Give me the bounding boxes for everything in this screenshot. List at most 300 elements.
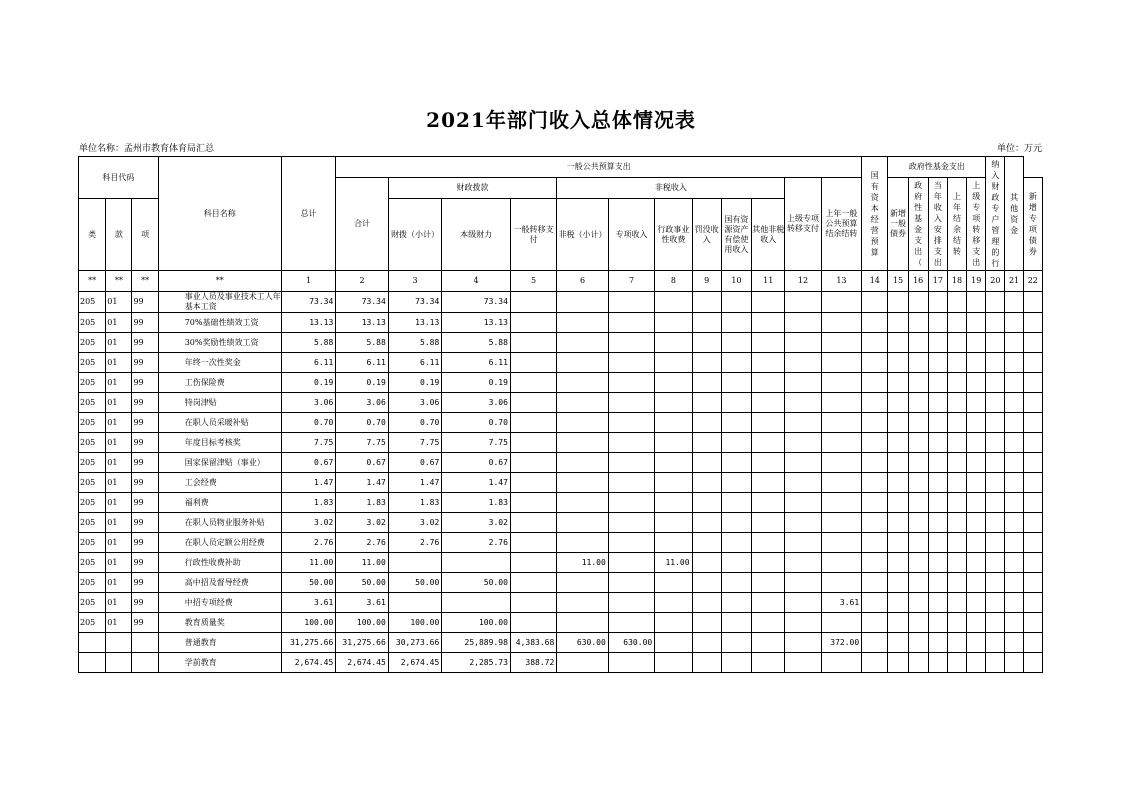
- header-gov-fund-sub: 政府性基金支出（: [908, 178, 928, 271]
- value-cell: [821, 533, 861, 553]
- value-cell: 31,275.66: [281, 633, 335, 653]
- value-cell: [821, 433, 861, 453]
- subject-name-cell: 年度目标考核奖: [158, 433, 281, 453]
- lei-cell: 205: [79, 292, 106, 313]
- subject-name-cell: 普通教育: [158, 633, 281, 653]
- header-fiscal-account: 纳入财政专户管理的行: [986, 157, 1005, 271]
- value-cell: [655, 292, 692, 313]
- value-cell: [908, 453, 928, 473]
- lei-cell: 205: [79, 413, 106, 433]
- value-cell: [557, 313, 608, 333]
- xiang-cell: 99: [132, 493, 158, 513]
- value-cell: [821, 313, 861, 333]
- kuan-cell: 01: [106, 373, 132, 393]
- value-cell: [821, 553, 861, 573]
- value-cell: [928, 413, 947, 433]
- value-cell: [1023, 473, 1042, 493]
- value-cell: [947, 613, 966, 633]
- value-cell: [721, 573, 751, 593]
- value-cell: 3.02: [281, 513, 335, 533]
- value-cell: [557, 653, 608, 673]
- column-number-cell: 9: [692, 271, 721, 292]
- value-cell: [608, 292, 654, 313]
- value-cell: 0.70: [281, 413, 335, 433]
- value-cell: [752, 533, 785, 553]
- column-number-cell: 6: [557, 271, 608, 292]
- value-cell: 3.02: [388, 513, 441, 533]
- value-cell: [608, 493, 654, 513]
- value-cell: [986, 533, 1005, 553]
- xiang-cell: 99: [132, 413, 158, 433]
- value-cell: [908, 373, 928, 393]
- value-cell: [785, 613, 821, 633]
- value-cell: [967, 473, 986, 493]
- value-cell: [986, 313, 1005, 333]
- value-cell: 0.67: [442, 453, 511, 473]
- value-cell: [692, 393, 721, 413]
- value-cell: [721, 292, 751, 313]
- value-cell: [928, 493, 947, 513]
- value-cell: 5.88: [388, 333, 441, 353]
- subject-name-cell: 工伤保险费: [158, 373, 281, 393]
- value-cell: [862, 653, 888, 673]
- value-cell: [908, 292, 928, 313]
- lei-cell: 205: [79, 353, 106, 373]
- value-cell: 11.00: [557, 553, 608, 573]
- value-cell: 5.88: [442, 333, 511, 353]
- unit-label: 单位：万元: [996, 144, 1042, 154]
- value-cell: [1005, 393, 1023, 413]
- value-cell: [967, 453, 986, 473]
- value-cell: [1005, 313, 1023, 333]
- value-cell: [510, 292, 556, 313]
- lei-cell: 205: [79, 513, 106, 533]
- value-cell: [1005, 613, 1023, 633]
- value-cell: [752, 553, 785, 573]
- value-cell: [692, 493, 721, 513]
- value-cell: [862, 573, 888, 593]
- kuan-cell: 01: [106, 593, 132, 613]
- value-cell: [692, 333, 721, 353]
- value-cell: 0.19: [442, 373, 511, 393]
- value-cell: [752, 633, 785, 653]
- value-cell: [655, 653, 692, 673]
- value-cell: [557, 433, 608, 453]
- value-cell: [1023, 433, 1042, 453]
- value-cell: [947, 413, 966, 433]
- xiang-cell: 99: [132, 473, 158, 493]
- value-cell: [557, 373, 608, 393]
- value-cell: [510, 313, 556, 333]
- value-cell: [908, 493, 928, 513]
- subject-name-cell: 学前教育: [158, 653, 281, 673]
- value-cell: [692, 313, 721, 333]
- value-cell: [862, 613, 888, 633]
- value-cell: [752, 613, 785, 633]
- value-cell: [692, 653, 721, 673]
- value-cell: [655, 493, 692, 513]
- value-cell: [888, 313, 908, 333]
- value-cell: 6.11: [336, 353, 388, 373]
- value-cell: [888, 633, 908, 653]
- value-cell: 2.76: [442, 533, 511, 553]
- value-cell: [692, 353, 721, 373]
- value-cell: [862, 393, 888, 413]
- value-cell: [888, 373, 908, 393]
- value-cell: [967, 413, 986, 433]
- subject-name-cell: 国家保留津贴（事业）: [158, 453, 281, 473]
- value-cell: [888, 353, 908, 373]
- value-cell: [510, 613, 556, 633]
- value-cell: [785, 413, 821, 433]
- value-cell: [1023, 613, 1042, 633]
- value-cell: [752, 593, 785, 613]
- value-cell: [986, 653, 1005, 673]
- value-cell: 1.47: [336, 473, 388, 493]
- value-cell: [947, 653, 966, 673]
- value-cell: [692, 473, 721, 493]
- value-cell: [947, 353, 966, 373]
- value-cell: [888, 292, 908, 313]
- kuan-cell: 01: [106, 413, 132, 433]
- table-row: [79, 513, 1043, 533]
- subject-name-cell: 事业人员及事业技术工人年基本工资: [158, 292, 281, 313]
- value-cell: [928, 613, 947, 633]
- header-other-funds: 其他资金: [1005, 157, 1023, 271]
- value-cell: [510, 473, 556, 493]
- value-cell: [967, 393, 986, 413]
- value-cell: [557, 493, 608, 513]
- value-cell: [752, 473, 785, 493]
- value-cell: [721, 593, 751, 613]
- value-cell: [608, 333, 654, 353]
- kuan-cell: 01: [106, 533, 132, 553]
- value-cell: [752, 413, 785, 433]
- value-cell: [388, 593, 441, 613]
- value-cell: [442, 593, 511, 613]
- value-cell: [1005, 292, 1023, 313]
- xiang-cell: 99: [132, 333, 158, 353]
- value-cell: [888, 453, 908, 473]
- value-cell: [947, 292, 966, 313]
- value-cell: 73.34: [388, 292, 441, 313]
- value-cell: 0.19: [336, 373, 388, 393]
- value-cell: [785, 393, 821, 413]
- lei-cell: 205: [79, 473, 106, 493]
- value-cell: [908, 533, 928, 553]
- value-cell: [908, 413, 928, 433]
- value-cell: [557, 613, 608, 633]
- column-number-cell: 22: [1023, 271, 1042, 292]
- value-cell: [908, 433, 928, 453]
- value-cell: [655, 433, 692, 453]
- lei-cell: 205: [79, 573, 106, 593]
- value-cell: [721, 533, 751, 553]
- value-cell: [721, 653, 751, 673]
- value-cell: [1005, 373, 1023, 393]
- value-cell: [692, 433, 721, 453]
- value-cell: [655, 373, 692, 393]
- xiang-cell: 99: [132, 453, 158, 473]
- value-cell: [986, 353, 1005, 373]
- xiang-cell: [132, 633, 158, 653]
- value-cell: [692, 573, 721, 593]
- value-cell: [888, 553, 908, 573]
- value-cell: [752, 453, 785, 473]
- value-cell: [947, 433, 966, 453]
- column-number-cell: 17: [928, 271, 947, 292]
- value-cell: [1005, 473, 1023, 493]
- value-cell: [862, 533, 888, 553]
- header-current-income: 当年收入安排支出: [928, 178, 947, 271]
- value-cell: [821, 413, 861, 433]
- value-cell: [608, 313, 654, 333]
- value-cell: [692, 373, 721, 393]
- table-row: [79, 473, 1043, 493]
- value-cell: [1005, 333, 1023, 353]
- header-subtotal: 合计: [336, 178, 388, 271]
- value-cell: 3.06: [281, 393, 335, 413]
- value-cell: [557, 353, 608, 373]
- value-cell: [752, 353, 785, 373]
- value-cell: [986, 333, 1005, 353]
- table-row: [79, 653, 1043, 673]
- value-cell: [692, 593, 721, 613]
- value-cell: [752, 653, 785, 673]
- value-cell: [1005, 353, 1023, 373]
- subject-name-cell: 在职人员采暖补贴: [158, 413, 281, 433]
- value-cell: [862, 353, 888, 373]
- value-cell: [888, 613, 908, 633]
- value-cell: [1023, 453, 1042, 473]
- value-cell: [986, 573, 1005, 593]
- column-number-cell: 15: [888, 271, 908, 292]
- value-cell: [967, 573, 986, 593]
- value-cell: [752, 493, 785, 513]
- value-cell: [752, 393, 785, 413]
- value-cell: [752, 433, 785, 453]
- value-cell: [928, 373, 947, 393]
- value-cell: [908, 573, 928, 593]
- value-cell: 1.47: [388, 473, 441, 493]
- value-cell: [947, 333, 966, 353]
- value-cell: [510, 433, 556, 453]
- lei-cell: 205: [79, 493, 106, 513]
- subject-name-cell: 中招专项经费: [158, 593, 281, 613]
- value-cell: [692, 613, 721, 633]
- value-cell: [986, 413, 1005, 433]
- column-number-cell: 21: [1005, 271, 1023, 292]
- value-cell: [908, 653, 928, 673]
- value-cell: [752, 573, 785, 593]
- value-cell: [655, 333, 692, 353]
- value-cell: [752, 292, 785, 313]
- value-cell: 0.67: [388, 453, 441, 473]
- value-cell: [947, 633, 966, 653]
- value-cell: 1.47: [281, 473, 335, 493]
- header-general-budget: 一般公共预算支出: [336, 157, 862, 178]
- kuan-cell: 01: [106, 473, 132, 493]
- value-cell: [1005, 533, 1023, 553]
- value-cell: 630.00: [608, 633, 654, 653]
- column-number-cell: 11: [752, 271, 785, 292]
- value-cell: [510, 373, 556, 393]
- lei-cell: 205: [79, 373, 106, 393]
- value-cell: [928, 513, 947, 533]
- value-cell: [862, 313, 888, 333]
- value-cell: [888, 473, 908, 493]
- column-number-cell: 12: [785, 271, 821, 292]
- value-cell: 11.00: [281, 553, 335, 573]
- header-xiang: 项: [132, 199, 158, 271]
- value-cell: [947, 593, 966, 613]
- header-new-debt: 新增一般债券: [888, 178, 908, 271]
- subject-name-cell: 在职人员定额公用经费: [158, 533, 281, 553]
- table-row: [79, 433, 1043, 453]
- value-cell: [608, 393, 654, 413]
- value-cell: [862, 333, 888, 353]
- value-cell: [862, 493, 888, 513]
- value-cell: [821, 292, 861, 313]
- star-cell: **: [106, 271, 132, 292]
- subject-name-cell: 30%奖励性绩效工资: [158, 333, 281, 353]
- value-cell: [655, 453, 692, 473]
- value-cell: [908, 513, 928, 533]
- value-cell: [1023, 333, 1042, 353]
- value-cell: [947, 313, 966, 333]
- value-cell: [692, 533, 721, 553]
- value-cell: [908, 633, 928, 653]
- value-cell: [908, 613, 928, 633]
- value-cell: 2,674.45: [336, 653, 388, 673]
- kuan-cell: 01: [106, 393, 132, 413]
- value-cell: [888, 513, 908, 533]
- value-cell: [928, 393, 947, 413]
- value-cell: [655, 393, 692, 413]
- table-row: [79, 453, 1043, 473]
- header-kuan: 款: [106, 199, 132, 271]
- value-cell: [928, 573, 947, 593]
- value-cell: [608, 453, 654, 473]
- value-cell: [1005, 573, 1023, 593]
- value-cell: 5.88: [281, 333, 335, 353]
- value-cell: [821, 353, 861, 373]
- value-cell: [986, 613, 1005, 633]
- xiang-cell: 99: [132, 313, 158, 333]
- value-cell: [785, 353, 821, 373]
- value-cell: 13.13: [388, 313, 441, 333]
- value-cell: [557, 533, 608, 553]
- value-cell: [721, 553, 751, 573]
- value-cell: [1023, 573, 1042, 593]
- value-cell: 5.88: [336, 333, 388, 353]
- value-cell: [862, 473, 888, 493]
- page-title: 2021年部门收入总体情况表: [426, 108, 696, 132]
- value-cell: [947, 473, 966, 493]
- value-cell: [908, 393, 928, 413]
- value-cell: [692, 553, 721, 573]
- value-cell: [928, 292, 947, 313]
- value-cell: [947, 393, 966, 413]
- value-cell: 0.19: [388, 373, 441, 393]
- value-cell: [557, 573, 608, 593]
- value-cell: [888, 393, 908, 413]
- table-row: [79, 613, 1043, 633]
- column-number-cell: 3: [388, 271, 441, 292]
- value-cell: [442, 553, 511, 573]
- value-cell: 7.75: [442, 433, 511, 453]
- xiang-cell: 99: [132, 613, 158, 633]
- value-cell: [510, 453, 556, 473]
- value-cell: 31,275.66: [336, 633, 388, 653]
- value-cell: 0.70: [336, 413, 388, 433]
- value-cell: [986, 633, 1005, 653]
- value-cell: [967, 373, 986, 393]
- value-cell: [821, 333, 861, 353]
- lei-cell: 205: [79, 333, 106, 353]
- value-cell: [655, 513, 692, 533]
- value-cell: [785, 633, 821, 653]
- value-cell: 3.61: [821, 593, 861, 613]
- value-cell: [986, 513, 1005, 533]
- value-cell: [608, 613, 654, 633]
- value-cell: 3.02: [336, 513, 388, 533]
- value-cell: [967, 553, 986, 573]
- value-cell: [557, 393, 608, 413]
- table-row: [79, 413, 1043, 433]
- value-cell: [986, 393, 1005, 413]
- value-cell: [721, 373, 751, 393]
- value-cell: 1.83: [388, 493, 441, 513]
- value-cell: [862, 513, 888, 533]
- value-cell: [928, 533, 947, 553]
- value-cell: [967, 292, 986, 313]
- value-cell: [510, 353, 556, 373]
- value-cell: [655, 533, 692, 553]
- subject-name-cell: 年终一次性奖金: [158, 353, 281, 373]
- value-cell: [785, 292, 821, 313]
- value-cell: 50.00: [281, 573, 335, 593]
- value-cell: 0.67: [336, 453, 388, 473]
- kuan-cell: 01: [106, 433, 132, 453]
- table-row: [79, 573, 1043, 593]
- value-cell: [967, 533, 986, 553]
- header-upper-special: 上级专项转移支付: [785, 178, 821, 271]
- value-cell: [510, 573, 556, 593]
- column-number-cell: 8: [655, 271, 692, 292]
- value-cell: [1005, 593, 1023, 613]
- value-cell: [1023, 413, 1042, 433]
- value-cell: [821, 373, 861, 393]
- value-cell: [888, 653, 908, 673]
- value-cell: [655, 633, 692, 653]
- value-cell: [888, 433, 908, 453]
- header-general-transfer: 一般转移支付: [510, 199, 556, 271]
- kuan-cell: 01: [106, 313, 132, 333]
- value-cell: 0.70: [442, 413, 511, 433]
- value-cell: [608, 573, 654, 593]
- column-number-cell: 7: [608, 271, 654, 292]
- value-cell: 6.11: [281, 353, 335, 373]
- value-cell: [655, 313, 692, 333]
- header-other-non-tax: 其他非税收入: [752, 199, 785, 271]
- xiang-cell: 99: [132, 353, 158, 373]
- value-cell: [967, 653, 986, 673]
- value-cell: [721, 453, 751, 473]
- value-cell: [785, 453, 821, 473]
- header-state-capital: 国有资本经营预算: [862, 157, 888, 271]
- value-cell: [1005, 553, 1023, 573]
